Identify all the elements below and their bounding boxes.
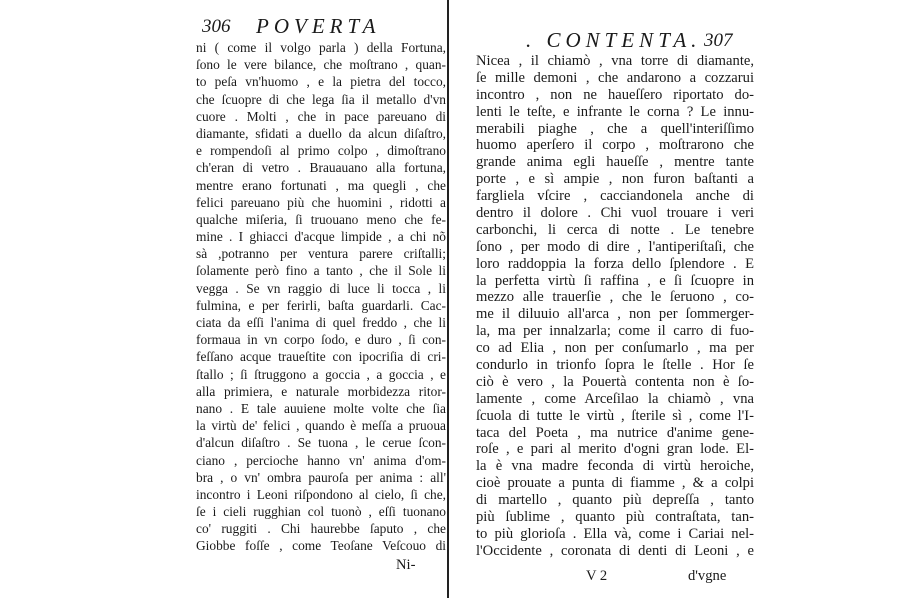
text-line: incontro , non ne haueſſero riportato do- [476,86,754,103]
signature-mark: V 2 [586,568,608,584]
text-line: la perfetta virtù ſi raffina , e ſi ſcuopre in [476,272,754,289]
running-head: . CONTENTA. [526,28,702,52]
text-line: me il diluuio all'arca , non per ſommerger- [476,306,754,323]
text-line: ciò è vero , la Pouertà contenta non è ſo- [476,373,754,390]
text-line: ſolamente però fino a tanto , che il Sole li [196,263,446,279]
text-line: fargliela vſcire , cacciandonela anche di [476,188,754,205]
text-line: mezzo alle trauerſie , che le ſeruono , co- [476,289,754,306]
text-line: ch'eran di vetro . Brauauano alla fortuna, [196,160,446,176]
text-line: lenti le teſte, e infrante le corna ? Le innu- [476,103,754,120]
text-line: qualche miſeria, ſi truouano meno che fe- [196,211,446,227]
text-line: Giobbe foſſe , come Teoſane Veſcouo di [196,538,446,554]
text-line: to peſa vn'huomo , e la pietra del tocco, [196,74,446,90]
text-line: l'Occidente , coronata di denti di Leoni , e [476,542,754,559]
text-line: ſono le vere bilance, che moſtrano , quan- [196,57,446,73]
text-line: cuore . Molti , che in pace pareuano di [196,108,446,124]
text-line: ſe mille demoni , che andarono a cozzarui [476,69,754,86]
running-head: POVERTA [256,14,381,38]
page-number: 306 [202,16,231,37]
text-line: ſtallo ; ſi ſtruggono a goccia , a goccia , e [196,366,446,382]
text-line: carbonchi, li cerca di notte . Le tenebre [476,221,754,238]
text-line: di martello , quanto più depreſſa , tanto [476,492,754,509]
text-line: ciata da eſſi l'anima di quel freddo , che li [196,315,446,330]
text-line: incontro i Leoni riſpondono al cielo, ſi che, [196,486,446,502]
text-line: cioè prouate a punta di fiamme , & a colpi [476,475,754,492]
text-line: sà ,potranno per ventura parere criſtalli; [196,246,446,262]
text-block [196,39,446,555]
text-line: formaua in vn corpo ſodo, e duro , ſi con- [196,332,446,348]
text-line: alla primiera, e naturale morbidezza ritor- [196,383,446,399]
text-line: taca del Poeta , ma nutrice d'anime gene- [476,424,754,441]
text-line: d'alcun diſaſtro . Se tuona , le cerue ſcon- [196,435,446,451]
text-line: la, ma per innalzarla; come il carro di fuo- [476,323,754,340]
text-line: ſe i cieli rugghian col tuonò , eſſi tuonano [196,504,446,520]
text-line: vegga . Se vn raggio di luce li tocca , li [196,280,446,296]
text-line: dentro il dolore . Chi vuol trouare i veri [476,205,754,222]
text-line: lamente , come Arceſilao la chiamò , vna [476,390,754,407]
text-line: ſcuola di tutte le virtù , ſterile sì , come l'I- [476,407,754,424]
text-line: Nicea , il chiamò , vna torre di diamante, [476,53,754,69]
text-line: mentre erano fortunati , ma quegli , che [196,177,446,193]
text-line: condurlo in trionfo ſopra le ſtelle . Hor ſe [476,357,754,374]
catchword: d'vgne [688,568,727,584]
text-line: co' ruggiti . Chi haurebbe ſaputo , che [196,521,446,537]
text-line: merabili piaghe , che a quell'interiſſimo [476,120,754,137]
text-block [476,53,754,560]
text-line: co ad Elia , non per conſumarlo , ma per [476,340,754,357]
text-line: la è vna madre feconda di virtù heroiche, [476,458,754,475]
text-line: huomo aperſero il corpo , moſtrarono che [476,137,754,154]
text-line: e rompendoſi al primo colpo , dimoſtrano [196,143,446,159]
text-line: ni ( come il volgo parla ) della Fortuna, [196,40,446,55]
text-line: ciano , percioche hanno vn' anima d'om- [196,452,446,468]
gutter-divider [447,0,449,598]
text-line: fulmina, e per ferirli, baſta guardarli. Cac- [196,297,446,313]
text-line: nano . E tale auuiene molte volte che ſia [196,400,446,416]
text-line: che ſcuopre di che lega ſia il metallo d'vn [196,91,446,107]
catchword: Ni- [396,557,416,573]
text-line: feſſano acque traueſtite con ipocriſia di cri- [196,349,446,365]
text-line: loro raddoppia la forza dello ſplendore . E [476,255,754,272]
text-line: roſe , e pari al merito d'ogni gran lode. El- [476,441,754,458]
text-line: più ſublime , quanto più contraſtata, tan- [476,509,754,526]
text-line: porte , e sì ampie , non furon baſtanti a [476,171,754,188]
text-line: la virtù de' felici , quando è meſſa a pruoua [196,418,446,434]
text-line: mine . I ghiacci d'acque limpide , a chi nõ [196,229,446,245]
page-number: 307 [704,30,733,51]
text-line: bra , o vn' ombra pauroſa per anima : all' [196,469,446,485]
text-line: ſono , per modo di dire , l'antiperiſtaſi, che [476,238,754,255]
text-line: to più glorioſa . Ella và, come i Cariai nel- [476,525,754,542]
text-line: grande anima egli haueſſe , mentre tante [476,154,754,171]
text-line: diamante, sfidati a duello da alcun diſaſtro, [196,125,446,141]
text-line: felici pareuano più che huomini , ridotti a [196,194,446,210]
